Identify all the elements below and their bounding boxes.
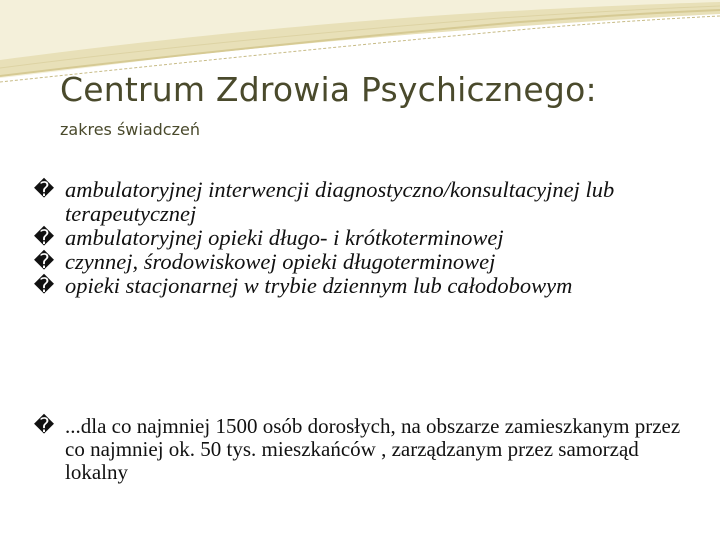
population-note	[30, 415, 700, 484]
list-item	[30, 178, 700, 226]
population-note-text: ...dla co najmniej 1500 osób dorosłych, na obszarze zamieszkanym przez co najmniej ok. 50 tys. mieszkańców , zarządzanym przez samorząd lokalny	[65, 414, 681, 484]
slide-subtitle: zakres świadczeń	[60, 120, 200, 139]
bullet-glyph: �	[33, 227, 55, 249]
list-item	[30, 274, 700, 298]
bullet-glyph: �	[33, 415, 55, 437]
list-item-text: czynnej, środowiskowej opieki długoterminowej	[65, 249, 496, 274]
bullet-glyph: �	[33, 179, 55, 201]
list-item	[30, 226, 700, 250]
bullet-glyph: �	[33, 275, 55, 297]
list-item-text: ambulatoryjnej opieki długo- i krótkoterminowej	[65, 225, 504, 250]
list-item-text: opieki stacjonarnej w trybie dziennym lub całodobowym	[65, 273, 573, 298]
services-list	[30, 178, 700, 298]
list-item-text: ambulatoryjnej interwencji diagnostyczno/konsultacyjnej lub terapeutycznej	[65, 177, 615, 226]
slide-title: Centrum Zdrowia Psychicznego:	[60, 70, 597, 109]
bullet-glyph: �	[33, 251, 55, 273]
list-item	[30, 250, 700, 274]
